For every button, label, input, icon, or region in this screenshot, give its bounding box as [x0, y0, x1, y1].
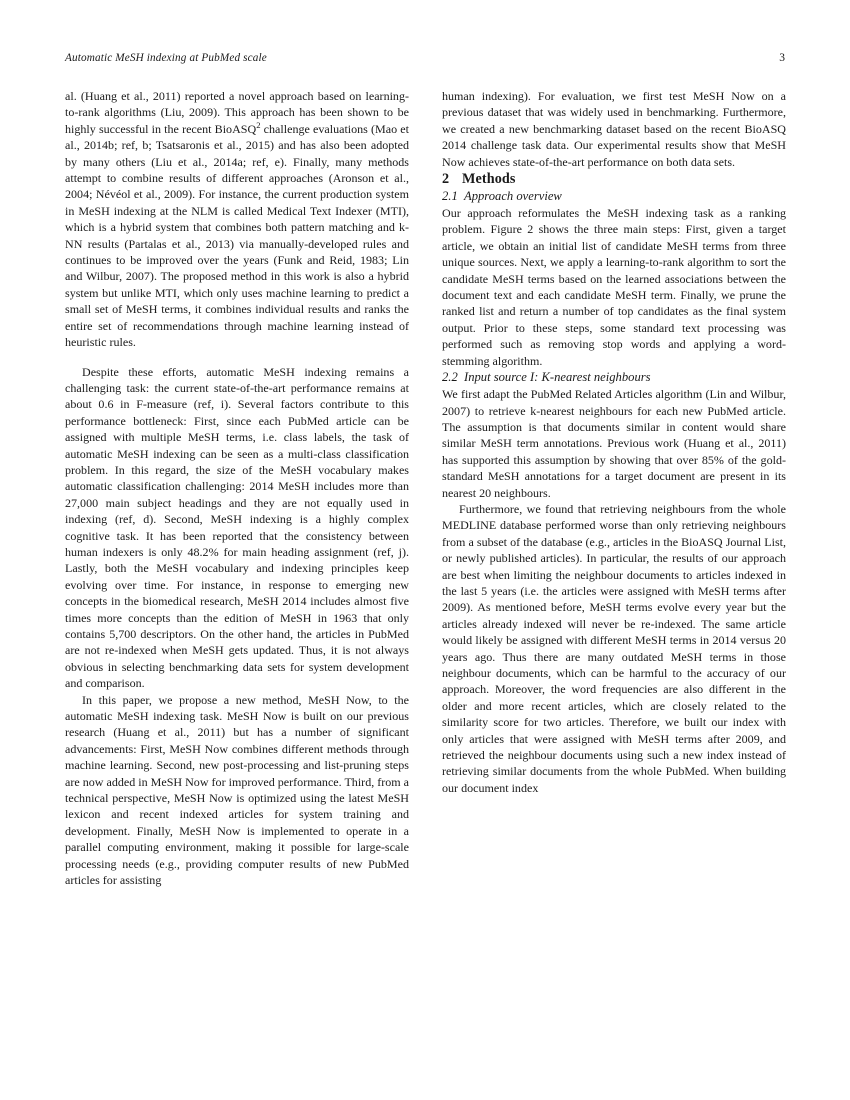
paragraph-in-this-paper: In this paper, we propose a new method, MeSH Now, to the automatic MeSH indexing task. MeSH Now is built on our previous research (Huang et al., 2011) but has a number of significant advancements: First, MeSH Now combines different methods through machine learning. Second, new post-processing and list-pruning steps are now added in MeSH Now for improved performance. Third, from a technical perspective, MeSH Now is optimized using the latest MeSH lexicon and recent indexed articles for system training and development. Finally, MeSH Now is implemented to operate in a parallel computing environment, making it possible for large-scale processing needs (e.g., providing computer results of new PubMed articles for assisting [65, 692, 410, 888]
paragraph-approach-overview: Our approach reformulates the MeSH indexing task as a ranking problem. Figure 2 shows the three main steps: First, given a target article, we obtain an initial list of candidate MeSH terms from three unique sources. Next, we apply a learning-to-rank algorithm to sort the candidate MeSH terms based on the learned associations between the document text and each candidate MeSH term. Finally, we prune the ranked list and return a number of top candidates as the final system output. Prior to these steps, some standard text processing was performed such as removing stop words and applying a word-stemming algorithm. [442, 206, 786, 368]
section-heading-methods [442, 170, 786, 188]
subsection-title: Input source I: K-nearest neighbours [464, 370, 651, 385]
paragraph-furthermore: Furthermore, we found that retrieving neighbours from the whole MEDLINE database performed worse than only retrieving neighbours from a subset of the database (e.g., articles in the BioASQ Journal List, or newly published articles). In particular, the results of our approach are best when limiting the neighbour documents to articles indexed in the last 5 years (i.e. the articles were assigned with MeSH terms after 2009). As mentioned before, MeSH terms evolve every year but the articles already indexed will never be re-indexed. The same article would likely be assigned with different MeSH terms in 2014 versus 20 years ago. Thus there are many outdated MeSH terms in those neighbour documents, which can be harmful to the accuracy of our approach. Moreover, the word frequencies are also different in the older and more recent articles, which are closely related to the similarity score for two articles. Therefore, we built our index with only articles that were assigned with MeSH terms after 2009, and retrieved the neighbour documents using such a new index instead of retrieving similar documents from the whole PubMed. When building our document index [442, 501, 786, 795]
paragraph-text-part-1: al. (Huang et al., 2011) reported a novel approach based on learning-to-rank algorithms (Liu, 2009). This approach has been shown to be highly successful in the recent BioASQ [65, 89, 409, 136]
paragraph-knn-intro: We first adapt the PubMed Related Articles algorithm (Lin and Wilbur, 2007) to retrieve k-nearest neighbours for each new PubMed article. The assumption is that documents similar in content would share similar MeSH term annotations. Previous work (Huang et al., 2011) has supported this assumption by showing that over 85% of the gold-standard MeSH annotations for a target document are present in its nearest 20 neighbours. [442, 387, 786, 500]
right-column [442, 88, 786, 1073]
subsection-number: 2.1 [442, 189, 458, 204]
paragraph-text-part-2: challenge evaluations (Mao et al., 2014b; ref, b; Tsatsaronis et al., 2015) and has also been adopted by many others (Liu et al., 2014a; ref, e). Finally, many methods attempt to combine results of different approaches (Aronson et al., 2004; Névéol et al., 2009). For instance, the current production system in MeSH indexing at the NLM is called Medical Text Indexer (MTI), which is a hybrid system that combines both pattern matching and k-NN results (Partalas et al., 2013) via manually-developed rules and continues to be improved over the years (Funk and Reid, 1983; Lin and Wilbur, 2007). The proposed method in this work is also a hybrid system but unlike MTI, which only uses machine learning to predict a small set of MeSH terms, it combines individual results and ranks the entire set of recommendations through machine learning instead of heuristic rules. [65, 121, 410, 350]
subsection-heading-knn [442, 369, 786, 386]
two-column-body [65, 88, 787, 1073]
running-head-title: Automatic MeSH indexing at PubMed scale [65, 52, 267, 64]
subsection-title: Approach overview [464, 189, 562, 204]
footnote-marker: 2 [256, 119, 261, 130]
section-title: Methods [462, 171, 516, 188]
paragraph-despite-efforts: Despite these efforts, automatic MeSH indexing remains a challenging task: the current state-of-the-art performance remains at about 0.6 in F-measure (ref, i). Several factors contribute to this performance bottleneck: First, since each PubMed article can be assigned with multiple MeSH terms, i.e. class labels, the task of automatic MeSH indexing can be seen as a multi-class classification problem. In this regard, the size of the MeSH vocabulary makes automatic classification challenging: 2014 MeSH includes more than 27,000 main subject headings and they are not equally used in indexing (ref, d). Second, MeSH indexing is a highly complex cognitive task. It has been reported that the consistency between human indexers is only 48.2% for main heading assignment (ref, j). Lastly, both the MeSH vocabulary and indexing principles keep evolving over time. For instance, in response to emerging new concepts in the biomedical research, MeSH 2014 includes almost five times more concepts than the edition of MeSH in 1963 that only contains 5,700 descriptors. On the other hand, the articles in PubMed are not re-indexed when MeSH gets updated. Thus, it is not always obvious in selecting benchmarking data sets for system development and comparison. [65, 364, 409, 691]
subsection-number: 2.2 [442, 370, 458, 385]
paragraph-human-indexing: human indexing). For evaluation, we first test MeSH Now on a previous dataset that was widely used in benchmarking. Furthermore, we created a new benchmarking dataset based on the recent BioASQ 2014 challenge task data. Our experimental results show that MeSH Now achieves state-of-the-art performance on both data sets. [442, 89, 786, 169]
left-column [65, 88, 409, 1073]
page-number: 3 [779, 52, 785, 64]
section-number: 2 [442, 171, 450, 188]
subsection-heading-approach-overview [442, 188, 786, 205]
running-head [65, 52, 785, 70]
paragraph-continued [65, 88, 409, 351]
